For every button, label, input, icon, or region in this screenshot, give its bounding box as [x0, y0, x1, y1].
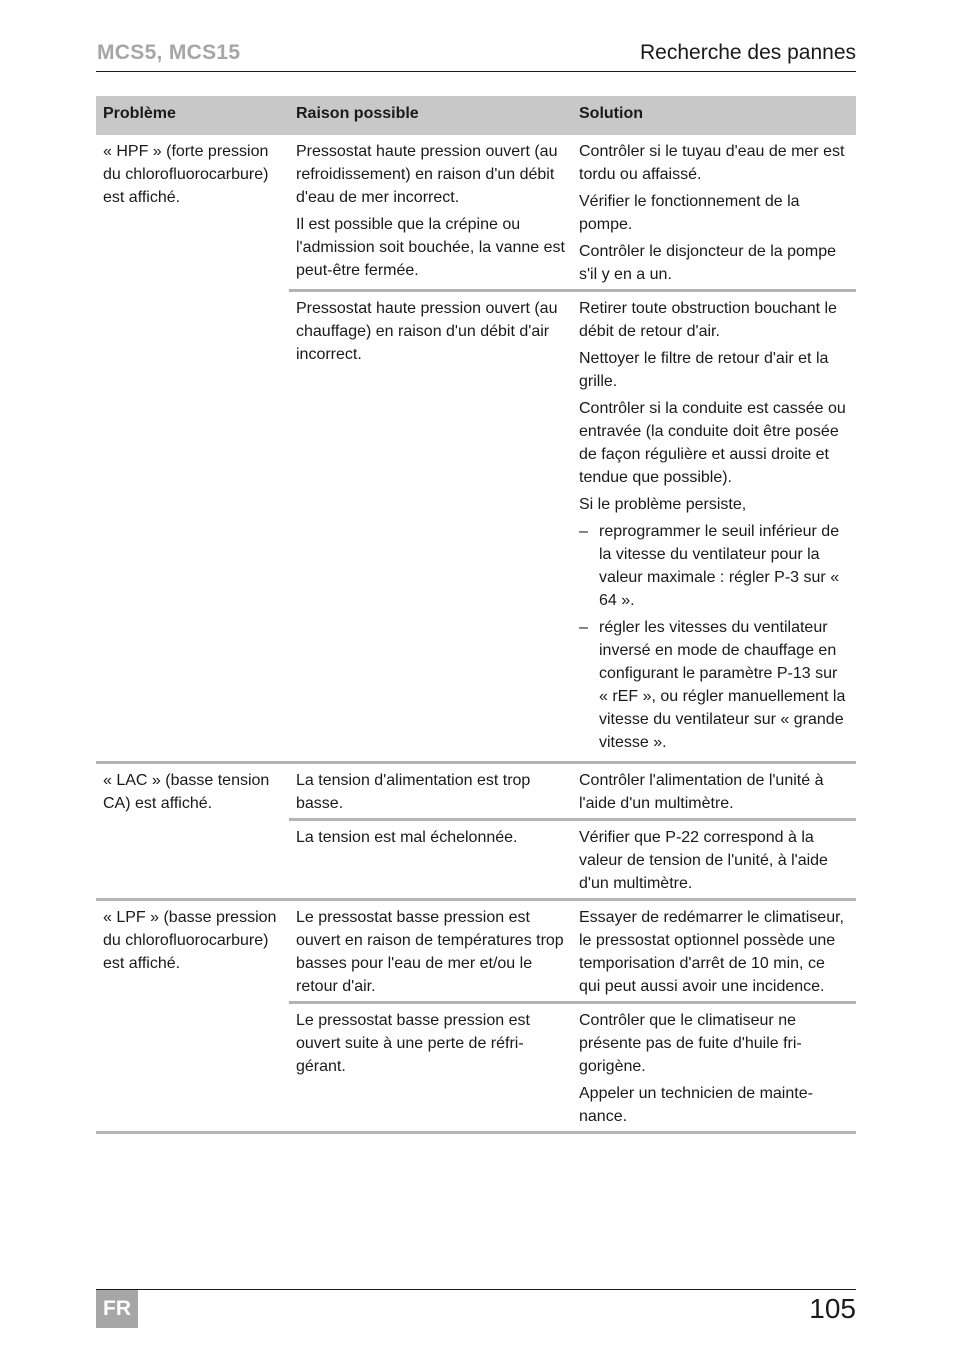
reason-cell: [289, 763, 572, 820]
table-row: [96, 900, 856, 1003]
solution-text: Contrôler que le climatiseur ne présente pas de fuite d'huile frigorigène.: [579, 1012, 802, 1075]
solution-text: Essayer de redémarrer le climatiseur, le pressostat optionnel possède une temporisation d'arrêt de 10 min, ce qui peut aussi avoir une incidence.: [579, 909, 844, 995]
column-header-solution: Solution: [572, 96, 856, 135]
column-header-problem: Problème: [96, 96, 289, 135]
troubleshooting-table: [96, 96, 856, 1134]
problem-cell: [96, 900, 289, 1133]
problem-text: « LAC » (basse tension CA) est affiché.: [103, 772, 270, 812]
reason-cell: [289, 900, 572, 1003]
table-row: [96, 135, 856, 291]
solution-text: Contrôler si la conduite est cassée ou entravée (la conduite doit être posée de façon régulière et aussi droite et tendue que possible).: [579, 400, 846, 486]
header-rule: [96, 71, 856, 72]
reason-cell: [289, 1003, 572, 1133]
reason-cell: [289, 135, 572, 291]
list-item: [579, 616, 849, 754]
table-header-row: [96, 96, 856, 135]
solution-cell: [572, 135, 856, 291]
reason-text: Pressostat haute pression ouvert (au refroidissement) en raison d'un débit d'eau de mer incorrect.: [296, 143, 558, 206]
reason-text: Le pressostat basse pression est ouvert en raison de températures trop basses pour l'eau de mer et/ou le retour d'air.: [296, 909, 564, 995]
solution-cell: [572, 1003, 856, 1133]
column-header-reason: Raison possible: [289, 96, 572, 135]
reason-cell: [289, 291, 572, 763]
reason-text: Le pressostat basse pression est ouvert suite à une perte de réfrigérant.: [296, 1012, 530, 1075]
problem-text: « LPF » (basse pression du chlorofluorocarbure) est affiché.: [103, 909, 277, 972]
header-model: MCS5, MCS15: [97, 41, 241, 64]
reason-text: Pressostat haute pression ouvert (au chauffage) en raison d'un débit d'air incorrect.: [296, 300, 558, 363]
header-section-title: Recherche des pannes: [640, 41, 856, 64]
solution-cell: [572, 820, 856, 900]
problem-text: « HPF » (forte pression du chlorofluorocarbure) est affiché.: [103, 143, 269, 206]
solution-text: Vérifier le fonctionnement de la pompe.: [579, 193, 800, 233]
solution-text: Si le problème persiste,: [579, 496, 747, 513]
footer-rule: [96, 1289, 856, 1290]
dash-bullet: –: [579, 523, 588, 540]
reason-text: La tension est mal échelonnée.: [296, 829, 518, 846]
reason-text: Il est possible que la crépine ou l'admission soit bouchée, la vanne est peut-être fermée.: [296, 216, 565, 279]
solution-text: Appeler un technicien de maintenance.: [579, 1085, 813, 1125]
dash-bullet: –: [579, 619, 588, 636]
problem-cell: [96, 763, 289, 900]
solution-text: Nettoyer le filtre de retour d'air et la grille.: [579, 350, 829, 390]
reason-cell: [289, 820, 572, 900]
solution-cell: [572, 763, 856, 820]
solution-cell: [572, 291, 856, 763]
solution-text: Contrôler l'alimentation de l'unité à l'aide d'un multimètre.: [579, 772, 824, 812]
list-item: [579, 520, 849, 612]
solution-text: Vérifier que P-22 correspond à la valeur de tension de l'unité, à l'aide d'un multimètre.: [579, 829, 828, 892]
table-row: [96, 763, 856, 820]
solution-text: Retirer toute obstruction bouchant le débit de retour d'air.: [579, 300, 837, 340]
list-item-text: régler les vitesses du ventilateur inversé en mode de chauffage en configurant le paramètre P-13 sur « rEF », ou régler manuellement la vitesse du ventilateur sur « grande vitesse ».: [599, 619, 846, 751]
solution-text: Contrôler le disjoncteur de la pompe s'il y en a un.: [579, 243, 837, 283]
language-badge: FR: [96, 1290, 138, 1328]
page-number: 105: [809, 1293, 856, 1324]
solution-cell: [572, 900, 856, 1003]
list-item-text: reprogrammer le seuil inférieur de la vitesse du ventilateur pour la valeur maximale : régler P-3 sur « 64 ».: [599, 523, 840, 609]
reason-text: La tension d'alimentation est trop basse.: [296, 772, 531, 812]
solution-dash-list: [579, 520, 849, 754]
problem-cell: [96, 135, 289, 763]
solution-text: Contrôler si le tuyau d'eau de mer est tordu ou affaissé.: [579, 143, 845, 183]
